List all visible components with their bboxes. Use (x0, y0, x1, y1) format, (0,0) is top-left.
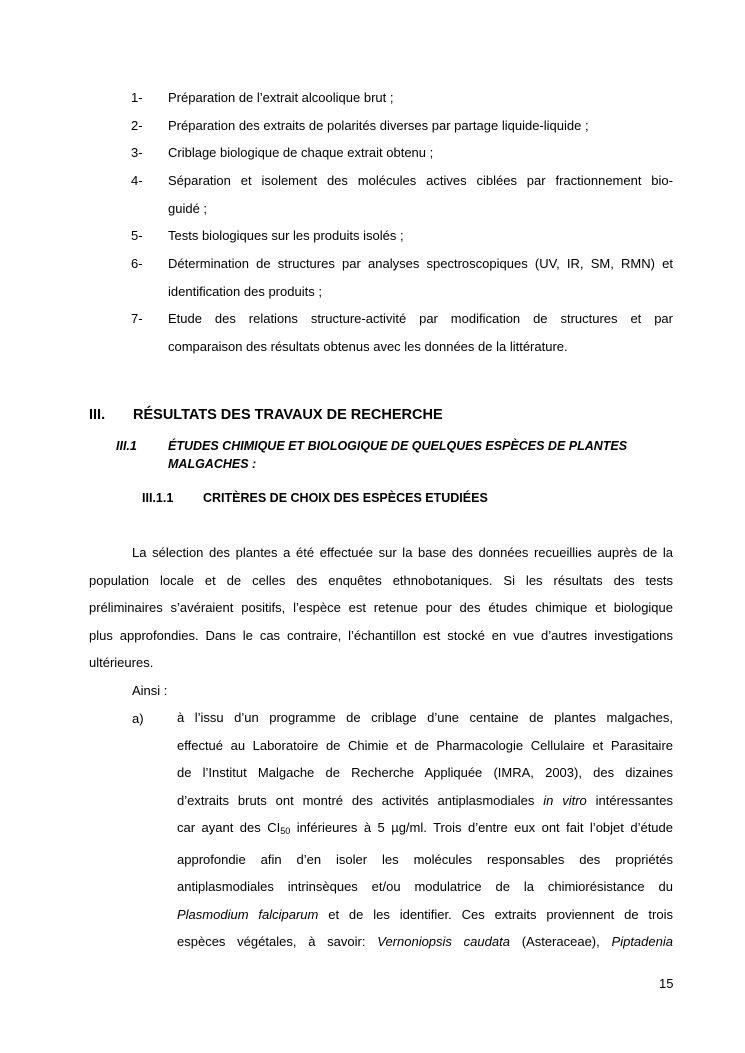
italic-term: in vitro (543, 792, 587, 808)
item-a-line: espèces végétales, à savoir: Vernoniopsis caudata (Asteraceae), Piptadenia (177, 934, 673, 949)
item-a-line: d’extraits bruts ont montré des activités antiplasmodiales in vitro intéressantes (177, 792, 673, 808)
step-number: 2- (131, 118, 143, 133)
paragraph-line: ultérieures. (89, 655, 154, 670)
item-a-line: Plasmodium falciparum et de les identifier. Ces extraits proviennent de trois (177, 906, 673, 922)
subsection-number: III.1 (116, 439, 137, 453)
item-a-line: effectué au Laboratoire de Chimie et de Pharmacologie Cellulaire et Parasitaire (177, 737, 673, 753)
step-number: 4- (131, 173, 143, 188)
step-text-cont: comparaison des résultats obtenus avec les données de la littérature. (168, 339, 568, 354)
step-number: 7- (131, 311, 143, 326)
species-name: Piptadenia (611, 934, 673, 949)
subscript-50: 50 (280, 826, 291, 836)
step-text: Préparation de l’extrait alcoolique brut ; (168, 90, 394, 105)
step-text: Criblage biologique de chaque extrait obtenu ; (168, 145, 434, 160)
step-text: Préparation des extraits de polarités diverses par partage liquide-liquide ; (168, 118, 589, 133)
section-title: RÉSULTATS DES TRAVAUX DE RECHERCHE (133, 407, 443, 423)
subsubsection-number: III.1.1 (142, 491, 174, 505)
step-number: 5- (131, 228, 143, 243)
step-text-cont: guidé ; (168, 201, 208, 216)
subsubsection-title: CRITÈRES DE CHOIX DES ESPÈCES ETUDIÉES (203, 491, 488, 505)
item-a-line: car ayant des $CI_{50}$ inférieures à 5 µg/ml. Trois d’entre eux ont fait l’objet d’étude (177, 820, 673, 836)
step-text: Tests biologiques sur les produits isolés ; (168, 228, 404, 243)
page-number: 15 (659, 976, 674, 991)
step-number: 1- (131, 90, 143, 105)
step-text-cont: identification des produits ; (168, 284, 322, 299)
item-a-line: antiplasmodiales intrinsèques et/ou modulatrice de la chimiorésistance du (177, 879, 673, 894)
paragraph-line: population locale et de celles des enquêtes ethnobotaniques. Si les résultats des tests (89, 572, 673, 588)
item-a-text (177, 704, 673, 956)
item-a-line: à l’issu d’un programme de criblage d’une centaine de plantes malgaches, (177, 710, 673, 725)
step-text: Détermination de structures par analyses spectroscopiques (UV, IR, SM, RMN) et (168, 256, 673, 271)
section-number: III. (89, 407, 106, 423)
paragraph-line: plus approfondies. Dans le cas contraire, l’échantillon est stocké en vue d’autres investigations (89, 627, 673, 643)
step-number: 6- (131, 256, 143, 271)
body-paragraph (89, 539, 673, 677)
ainsi-label: Ainsi : (132, 683, 168, 698)
item-a-line: approfondie afin d’en isoler les molécules responsables des propriétés (177, 851, 673, 867)
subsection-title-line2: MALGACHES : (168, 457, 257, 471)
item-a-label: a) (132, 711, 144, 726)
species-name: Plasmodium falciparum (177, 906, 319, 922)
step-text: Séparation et isolement des molécules actives ciblées par fractionnement bio- (168, 173, 673, 188)
paragraph-line: préliminaires s’avéraient positifs, l’espèce est retenue pour des études chimique et biologique (89, 600, 673, 615)
paragraph-line: La sélection des plantes a été effectuée sur la base des données recueillies auprès de la (132, 545, 673, 560)
step-text: Etude des relations structure-activité par modification de structures et par (168, 311, 673, 326)
item-a-line: de l’Institut Malgache de Recherche Appliquée (IMRA, 2003), des dizaines (177, 765, 673, 780)
step-number: 3- (131, 145, 143, 160)
subsection-title-line1: ÉTUDES CHIMIQUE ET BIOLOGIQUE DE QUELQUES ESPÈCES DE PLANTES (168, 439, 628, 453)
species-name: Vernoniopsis caudata (377, 934, 510, 949)
